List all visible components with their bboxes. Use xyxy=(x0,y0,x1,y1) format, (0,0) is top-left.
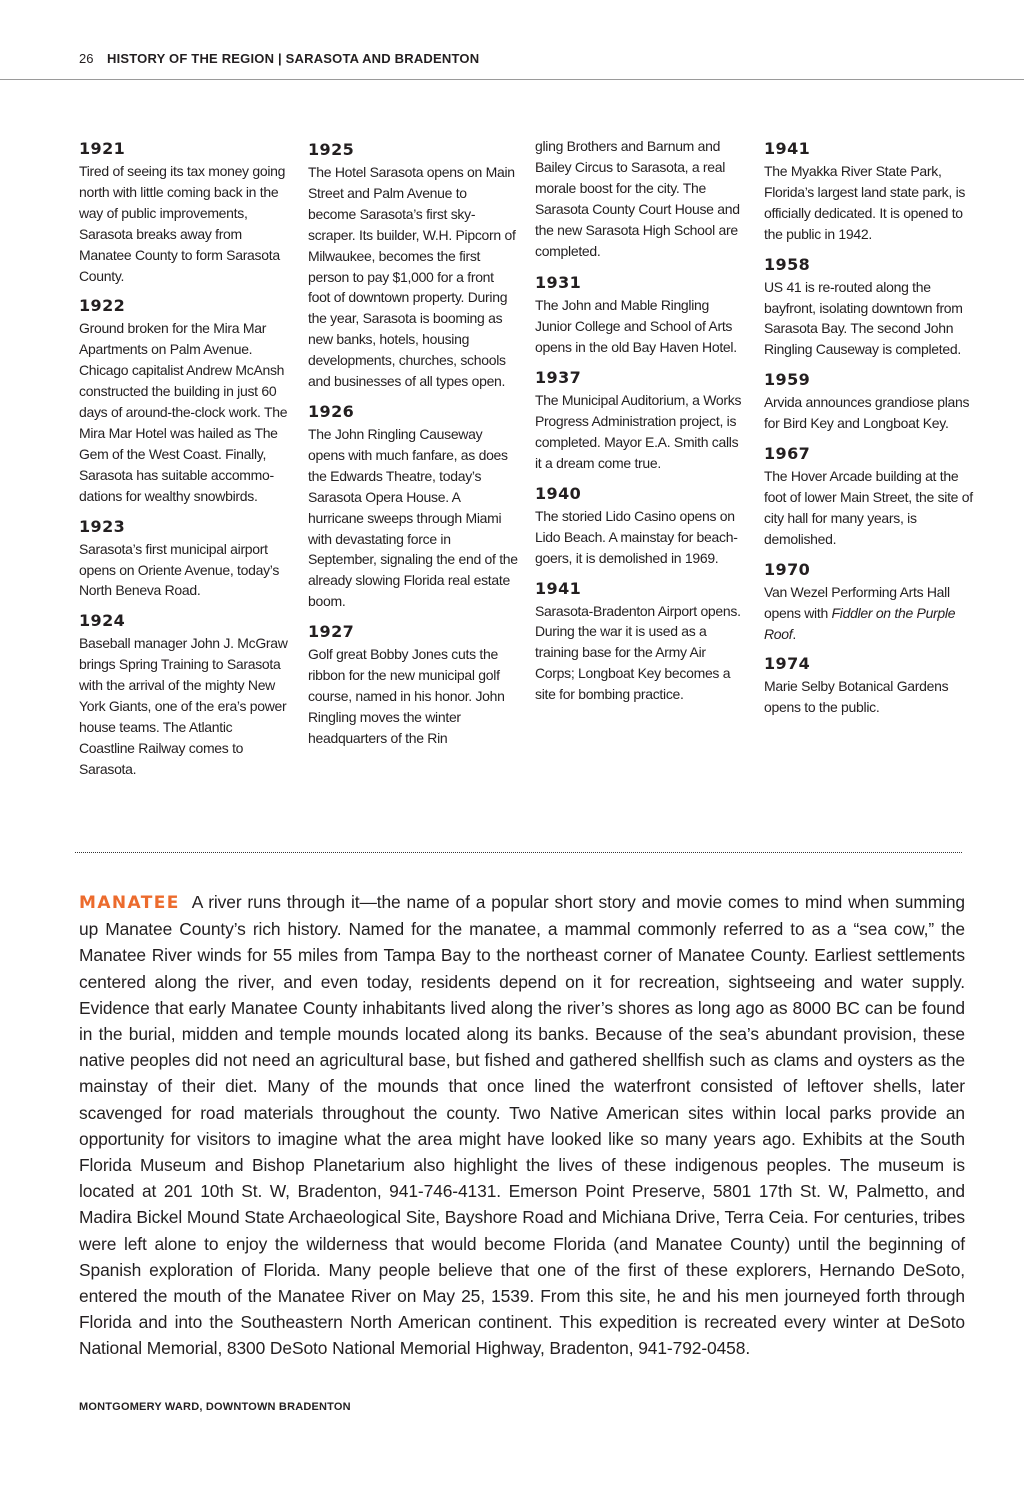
entry-year: 1931 xyxy=(535,273,582,293)
page-number: 26 xyxy=(79,51,94,66)
entry-year: 1923 xyxy=(79,516,126,536)
entry-year: 1958 xyxy=(764,254,811,274)
entry-text-italic: Fiddler on the Purple Roof xyxy=(764,604,956,642)
timeline-entry xyxy=(764,255,974,361)
entry-continuation: gling Brothers and Barnum and Bailey Circus to Sarasota, a real morale boost for the city. The Sarasota County Court House and the new Sarasota High School are completed. xyxy=(535,138,740,259)
timeline-column-3 xyxy=(535,136,745,715)
entry-text: Marie Selby Botanical Gardens opens to the public. xyxy=(764,678,949,716)
entry-text: US 41 is re-routed along the bayfront, isolating downtown from Sarasota Bay. The second John Ringling Causeway is completed. xyxy=(764,278,963,358)
entry-text: Sarasota-Bradenton Airport opens. During the war it is used as a training base for the Army Air Corps; Longboat Key becomes a site for bombing practice. xyxy=(535,602,741,703)
timeline-entry xyxy=(79,139,289,286)
timeline-column-2 xyxy=(308,140,518,759)
entry-text: The Municipal Auditorium, a Works Progress Administration project, is completed. Mayor E.A. Smith calls it a dream come true. xyxy=(535,392,742,471)
entry-text: The John Ringling Causeway opens with much fanfare, as does the Edwards Theatre, today’s Sarasota Opera House. A hurricane sweeps through Miami with devastating force in September, signaling the end of the already slowing Florida real estate boom. xyxy=(308,425,518,610)
entry-text-lead: Van Wezel Performing Arts Hall opens with xyxy=(764,583,950,621)
timeline-entry xyxy=(535,579,745,706)
entry-text xyxy=(764,582,974,645)
entry-year: 1926 xyxy=(308,401,355,421)
timeline-entry xyxy=(764,560,974,645)
manatee-section xyxy=(79,889,965,1362)
timeline-entry xyxy=(764,370,974,434)
timeline-entry xyxy=(79,296,289,506)
entry-year: 1970 xyxy=(764,559,811,579)
entry-text: The Myakka River State Park, Florida’s largest land state park, is officially dedicated. It is opened to the public in 1942. xyxy=(764,163,966,242)
entry-year: 1924 xyxy=(79,611,126,631)
entry-text: Tired of seeing its tax money going north with little coming back in the way of public improvements, Sarasota breaks away from Manatee County to form Sarasota County. xyxy=(79,163,286,284)
timeline-entry xyxy=(764,444,974,550)
entry-text: The John and Mable Ringling Junior College and School of Arts opens in the old Bay Haven Hotel. xyxy=(535,297,737,356)
manatee-heading: MANATEE xyxy=(79,893,180,913)
entry-year: 1941 xyxy=(535,578,582,598)
entry-text-tail: . xyxy=(792,625,796,642)
section-divider xyxy=(75,852,962,853)
timeline-column-4 xyxy=(764,139,974,728)
photo-caption: MONTGOMERY WARD, DOWNTOWN BRADENTON xyxy=(79,1401,351,1413)
manatee-body: A river runs through it—the name of a popular short story and movie comes to mind when summing up Manatee County’s rich history. Named for the manatee, a mammal commonly referred to as a “sea cow,” the Manatee River winds for 55 miles from Tampa Bay to the northeast corner of Manatee County. Earliest settlements centered along the river, and even today, residents depend on it for recreation, sightseeing and water supply. Evidence that early Manatee County inhabitants lived along the river’s shores as long ago as 8000 BC can be found in the burial, midden and temple mounds located along its banks. Because of the sea’s abundant provision, these native peoples did not need an agricultural base, but fished and gathered shellfish such as clams and oysters as the mainstay of their diet. Many of the mounds that once lined the waterfront consisted of leftover shells, later scavenged for road materials throughout the county. Two Native American sites within local parks provide an opportunity for visitors to imagine what the area might have looked like so many years ago. Exhibits at the South Florida Museum and Bishop Planetarium also highlight the lives of these indigenous peoples. The museum is located at 201 10th St. W, Bradenton, 941-746-4131. Emerson Point Preserve, 5801 17th St. W, Palmetto, and Madira Bickel Mound State Archaeological Site, Bayshore Road and Michiana Drive, Terra Ceia. For centuries, tribes were left alone to enjoy the wilderness that would become Florida (and Manatee County) until the beginning of Spanish exploration of Florida. Many people believe that one of the first of these explorers, Hernando DeSoto, entered the mouth of the Manatee River on May 25, 1539. From this site, he and his men journeyed forth through Florida and into the Southeastern North American continent. This expedition is recreated every winter at DeSoto National Memorial, 8300 DeSoto National Memorial Highway, Bradenton, 941-792-0458. xyxy=(79,892,965,1359)
entry-text: The Hotel Sarasota opens on Main Street and Palm Avenue to become Sarasota’s first skyscraper. Its builder, W.H. Pipcorn of Milwaukee, becomes the first person to pay $1,000 for a front foot of downtown property. During the year, Sarasota is booming as new banks, hotels, housing developments, churches, schools and businesses of all types open. xyxy=(308,164,516,390)
timeline-entry xyxy=(308,402,518,612)
timeline-entry xyxy=(308,622,518,749)
entry-text: The Hover Arcade building at the foot of lower Main Street, the site of city hall for many years, is demolished. xyxy=(764,468,973,547)
entry-year: 1921 xyxy=(79,139,126,158)
entry-year: 1922 xyxy=(79,296,126,316)
timeline-entry xyxy=(764,139,974,245)
entry-year: 1937 xyxy=(535,368,582,388)
entry-text: Sarasota’s first municipal airport opens on Oriente Avenue, today’s North Beneva Road. xyxy=(79,540,280,599)
timeline-entry xyxy=(308,140,518,392)
timeline-entry xyxy=(79,517,289,602)
timeline-entry xyxy=(535,368,745,474)
entry-text: Golf great Bobby Jones cuts the ribbon for the new municipal golf course, named in his honor. John Ringling moves the winter headquarters of the Rin xyxy=(308,646,505,746)
entry-text: Arvida announces grandiose plans for Bird Key and Longboat Key. xyxy=(764,394,970,432)
entry-year: 1974 xyxy=(764,654,811,674)
entry-year: 1925 xyxy=(308,140,355,159)
timeline-entry xyxy=(535,273,745,358)
entry-year: 1940 xyxy=(535,483,582,503)
entry-text: Ground broken for the Mira Mar Apartments on Palm Avenue. Chicago capitalist Andrew McAnsh constructed the building in just 60 days of around-the-clock work. The Mira Mar Hotel was hailed as The Gem of the West Coast. Finally, Sarasota has suitable accommodations for wealthy snowbirds. xyxy=(79,320,288,504)
running-head: HISTORY OF THE REGION | SARASOTA AND BRADENTON xyxy=(107,51,480,66)
page-header xyxy=(0,0,1024,80)
entry-year: 1941 xyxy=(764,139,811,158)
timeline-entry xyxy=(764,654,974,718)
entry-text: Baseball manager John J. McGraw brings Spring Training to Sarasota with the arrival of the mighty New York Giants, one of the era’s power house teams. The Atlantic Coastline Railway comes to Sarasota. xyxy=(79,635,288,777)
entry-year: 1927 xyxy=(308,622,355,642)
entry-year: 1967 xyxy=(764,444,811,464)
timeline-column-1 xyxy=(79,139,289,790)
timeline-entry xyxy=(535,484,745,569)
entry-text: The storied Lido Casino opens on Lido Beach. A mainstay for beachgoers, it is demolished in 1969. xyxy=(535,507,738,566)
timeline-entry xyxy=(79,611,289,779)
entry-year: 1959 xyxy=(764,370,811,390)
